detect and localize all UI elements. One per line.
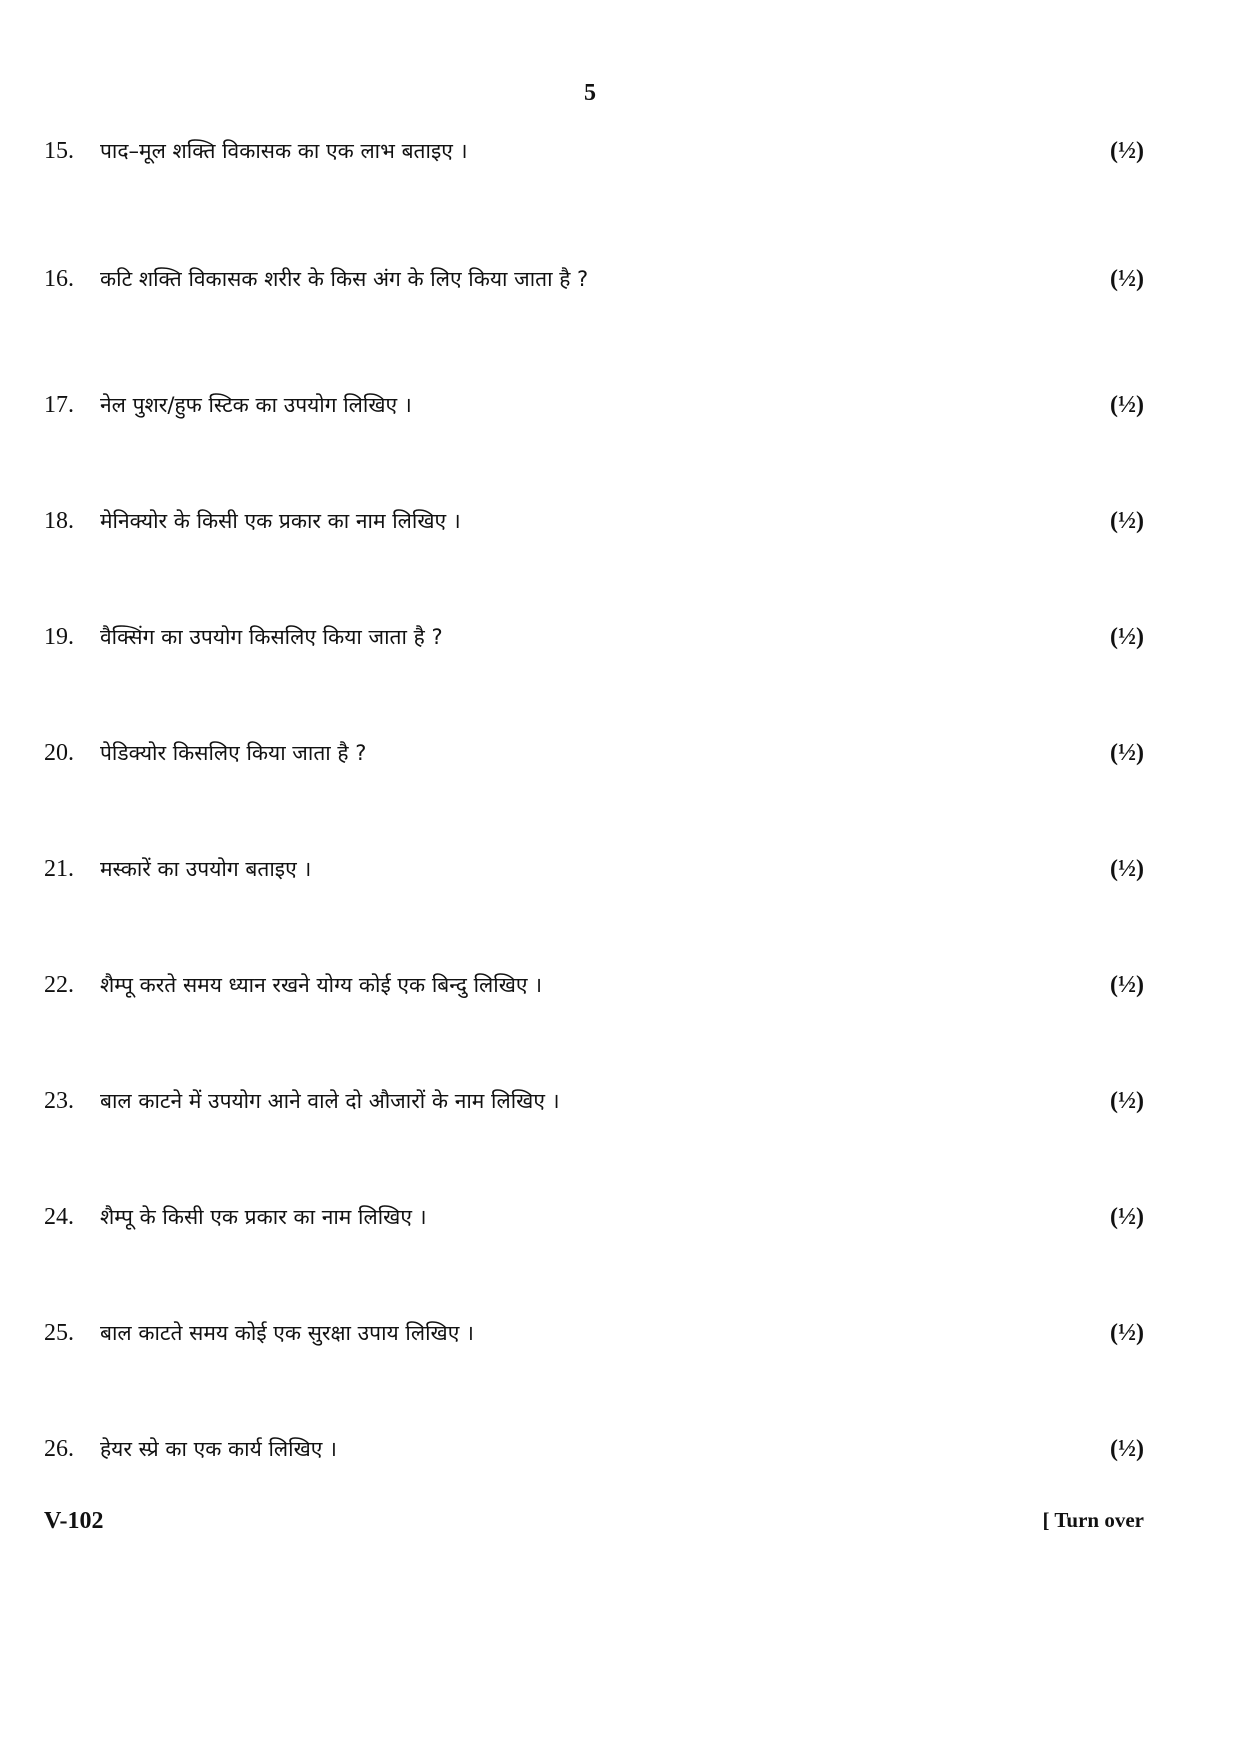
question-18 (44, 503, 1144, 539)
question-16 (44, 261, 1144, 297)
question-23 (44, 1083, 1144, 1119)
question-text: पेडिक्योर किसलिए किया जाता है ? (100, 741, 367, 765)
question-26 (44, 1431, 1144, 1467)
question-marks: (½) (1110, 507, 1144, 534)
question-marks: (½) (1110, 1435, 1144, 1462)
question-21 (44, 851, 1144, 887)
question-text: शैम्पू के किसी एक प्रकार का नाम लिखिए । (100, 1205, 427, 1229)
question-marks: (½) (1110, 137, 1144, 164)
question-17 (44, 387, 1144, 423)
question-text: पाद–मूल शक्ति विकासक का एक लाभ बताइए । (100, 139, 468, 163)
question-text: बाल काटने में उपयोग आने वाले दो औजारों के नाम लिखिए । (100, 1089, 560, 1113)
question-marks: (½) (1110, 391, 1144, 418)
question-number: 15. (44, 137, 74, 164)
question-number: 20. (44, 739, 74, 766)
question-text: मस्कारें का उपयोग बताइए । (100, 857, 312, 881)
question-marks: (½) (1110, 1087, 1144, 1114)
question-marks: (½) (1110, 855, 1144, 882)
question-text: वैक्सिंग का उपयोग किसलिए किया जाता है ? (100, 625, 443, 649)
page-number: 5 (584, 80, 596, 106)
question-number: 23. (44, 1087, 74, 1114)
question-number: 18. (44, 507, 74, 534)
question-15 (44, 133, 1144, 169)
question-number: 21. (44, 855, 74, 882)
page-footer (44, 1508, 1144, 1535)
question-text: मेनिक्योर के किसी एक प्रकार का नाम लिखिए । (100, 509, 461, 533)
question-marks: (½) (1110, 623, 1144, 650)
question-text: शैम्पू करते समय ध्यान रखने योग्य कोई एक बिन्दु लिखिए । (100, 973, 543, 997)
question-marks: (½) (1110, 1203, 1144, 1230)
turn-over-note: [ Turn over (1042, 1508, 1144, 1532)
question-marks: (½) (1110, 1319, 1144, 1346)
question-number: 19. (44, 623, 74, 650)
question-24 (44, 1199, 1144, 1235)
question-20 (44, 735, 1144, 771)
question-22 (44, 967, 1144, 1003)
question-number: 17. (44, 391, 74, 418)
question-25 (44, 1315, 1144, 1351)
question-text: हेयर स्प्रे का एक कार्य लिखिए । (100, 1437, 338, 1461)
question-text: नेल पुशर/हुफ स्टिक का उपयोग लिखिए । (100, 393, 412, 417)
question-text: कटि शक्ति विकासक शरीर के किस अंग के लिए किया जाता है ? (100, 267, 589, 291)
question-number: 24. (44, 1203, 74, 1230)
question-number: 22. (44, 971, 74, 998)
question-number: 16. (44, 265, 74, 292)
question-number: 26. (44, 1435, 74, 1462)
question-19 (44, 619, 1144, 655)
paper-code: V-102 (44, 1508, 104, 1534)
question-marks: (½) (1110, 265, 1144, 292)
question-number: 25. (44, 1319, 74, 1346)
question-marks: (½) (1110, 971, 1144, 998)
question-text: बाल काटते समय कोई एक सुरक्षा उपाय लिखिए । (100, 1321, 474, 1345)
question-marks: (½) (1110, 739, 1144, 766)
